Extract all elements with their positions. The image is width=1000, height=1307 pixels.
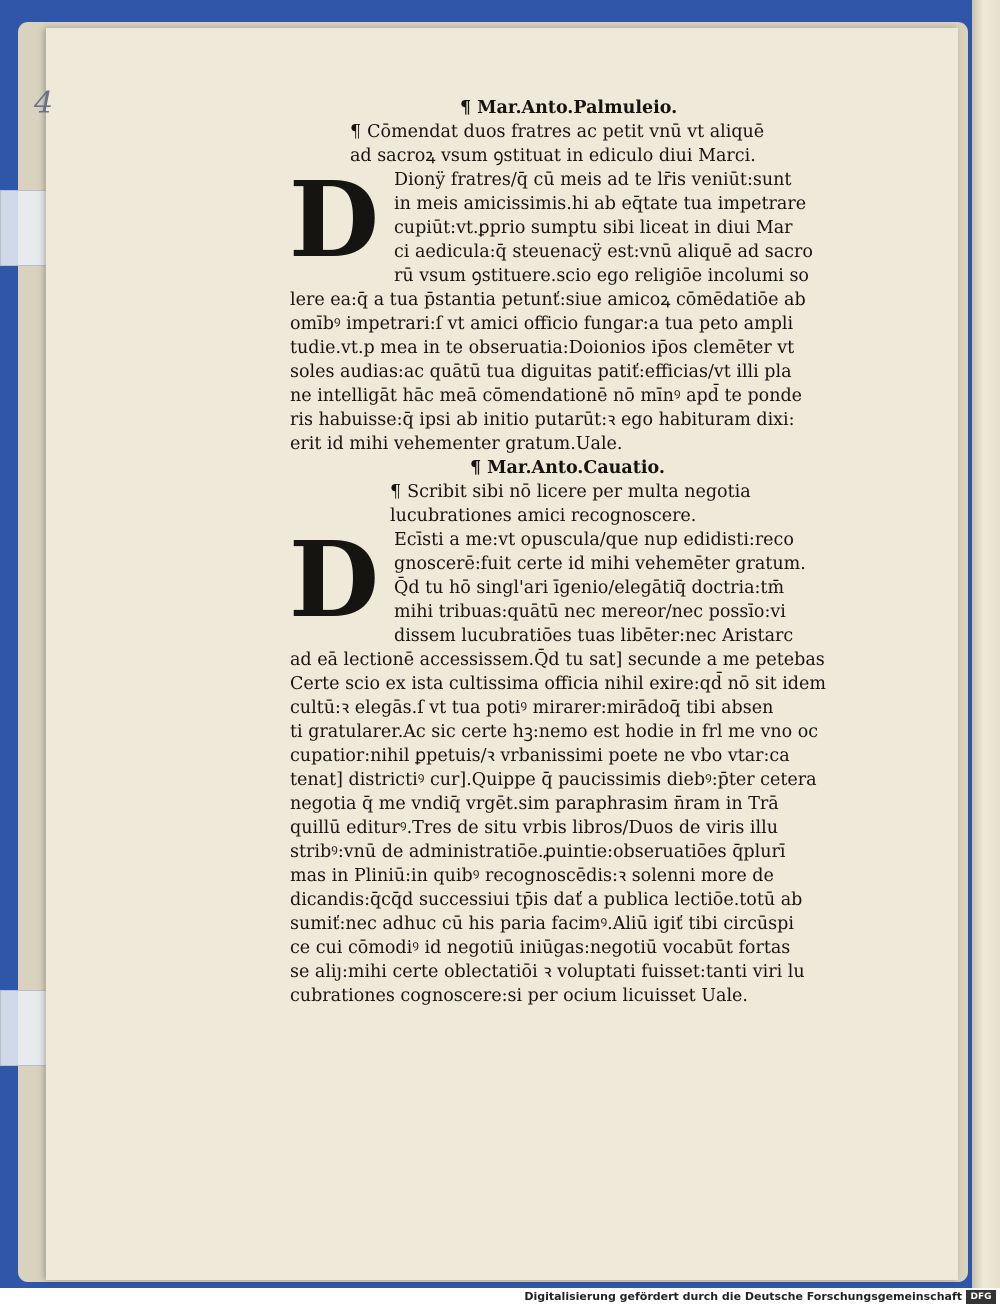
text-line: tudie.vt.p mea in te obseruatia:Doionios ip̄os clemēter vt <box>290 338 795 358</box>
pilcrow-icon: ¶ <box>470 458 482 478</box>
dfg-logo: DFG <box>966 1290 996 1304</box>
letter-heading: Mar.Anto.Palmuleio. <box>477 98 678 118</box>
text-line: in meis amicissimis.hi ab eq̄tate tua impetrare <box>394 194 807 214</box>
text-line: cupiūt:vt.ꝑprio sumptu sibi liceat in diui Mar <box>394 218 793 238</box>
pilcrow-icon: ¶ <box>390 482 402 502</box>
margin-page-number: 4 <box>34 86 54 121</box>
text-line: ad eā lectionē accessissem.Q̄d tu sat] secunde a me petebas <box>290 650 825 670</box>
text-line: ci aedicula:q̄ steuenacÿ est:vnū aliquē ad sacro <box>394 242 813 262</box>
letter-summary-line: Cōmendat duos fratres ac petit vnū vt aliquē <box>367 122 765 142</box>
text-line: dissem lucubratiōes tuas libēter:nec Aristarc <box>394 626 794 646</box>
text-line: stribꝰ:vnū de administratiōe.ꝓuintie:obseruatiōes q̄plurī <box>290 842 786 862</box>
pilcrow-icon: ¶ <box>350 122 362 142</box>
text-line: tenat] districtiꝰ cur].Quippe q̄ paucissimis diebꝰ:p̄ter cetera <box>290 770 817 790</box>
text-line: erit id mihi vehementer gratum.Uale. <box>290 434 623 454</box>
facing-page-edge <box>972 0 1000 1288</box>
text-line: quillū editurꝰ.Tres de situ vrbis libros/Duos de viris illu <box>290 818 778 838</box>
text-line: rū vsum ꝯstituere.scio ego religiōe incolumi so <box>394 266 809 286</box>
decorated-initial: D <box>288 518 380 641</box>
letter-1 <box>290 96 902 456</box>
text-line: ti gratularer.Ac sic certe hꝫ:nemo est hodie in frl me vno oc <box>290 722 819 742</box>
text-line: Q̄d tu hō singl'ari īgenio/elegātiq̄ doctria:tm̄ <box>394 578 785 598</box>
letter-heading: Mar.Anto.Cauatio. <box>487 458 665 478</box>
text-line: Ecīsti a me:vt opuscula/que nup edidisti:reco <box>394 530 794 550</box>
text-line: lere ea:q̄ a tua p̄stantia petunť:siue amicoꝝ cōmēdatiōe ab <box>290 290 806 310</box>
text-line: ris habuisse:q̄ ipsi ab initio putarūt:ꝛ ego habituram dixi: <box>290 410 795 430</box>
text-line: se aliȷ:mihi certe oblectatiōi ꝛ voluptati fuisset:tanti viri lu <box>290 962 805 982</box>
text-line: mihi tribuas:quātū nec mereor/nec possīo:vi <box>394 602 786 622</box>
letter-2 <box>290 456 902 1008</box>
text-line: dicandis:q̄cq̄d successiui tp̄is dať a publica lectiōe.totū ab <box>290 890 803 910</box>
text-line: cubrationes cognoscere:si per ocium licuisset Uale. <box>290 986 748 1006</box>
text-line: Dionÿ fratres/q̄ cū meis ad te lr̄is veniūt:sunt <box>394 170 792 190</box>
text-line: soles audias:ac quātū tua diguitas patiť:efficias/vt illi pla <box>290 362 792 382</box>
text-line: gnoscerē:fuit certe id mihi vehemēter gratum. <box>394 554 806 574</box>
text-line: ce cui cōmodiꝰ id negotiū iniūgas:negotiū vocabūt fortas <box>290 938 791 958</box>
text-line: cupatior:nihil ꝑpetuis/ꝛ vrbanissimi poete ne vbo vtar:ca <box>290 746 790 766</box>
funding-credit: Digitalisierung gefördert durch die Deutsche Forschungsgemeinschaft <box>524 1290 962 1303</box>
text-line: mas in Pliniū:in quibꝰ recognoscēdis:ꝛ solenni more de <box>290 866 774 886</box>
text-line: cultū:ꝛ elegās.ſ vt tua potiꝰ mirarer:mirādoq̄ tibi absen <box>290 698 774 718</box>
text-line: sumiť:nec adhuc cū his paria facimꝰ.Aliū igiť tibi circūspi <box>290 914 794 934</box>
letter-summary-line: lucubrationes amici recognoscere. <box>390 506 697 526</box>
letter-summary-line: ad sacroꝝ vsum ꝯstituat in ediculo diui Marci. <box>350 146 756 166</box>
decorated-initial: D <box>288 158 380 281</box>
text-line: Certe scio ex ista cultissima officia nihil exire:qd̄ nō sit idem <box>290 674 826 694</box>
text-line: negotia q̄ me vndiq̄ vrgēt.sim paraphrasim n̄ram in Trā <box>290 794 779 814</box>
pilcrow-icon: ¶ <box>460 98 472 118</box>
text-line: omībꝰ impetrari:ſ vt amici officio fungar:a tua peto ampli <box>290 314 794 334</box>
text-line: ne intelligāt hāc meā cōmendationē nō mīnꝰ apd̄ te ponde <box>290 386 803 406</box>
letter-summary-line: Scribit sibi nō licere per multa negotia <box>407 482 751 502</box>
letter-text-block <box>290 96 902 1008</box>
